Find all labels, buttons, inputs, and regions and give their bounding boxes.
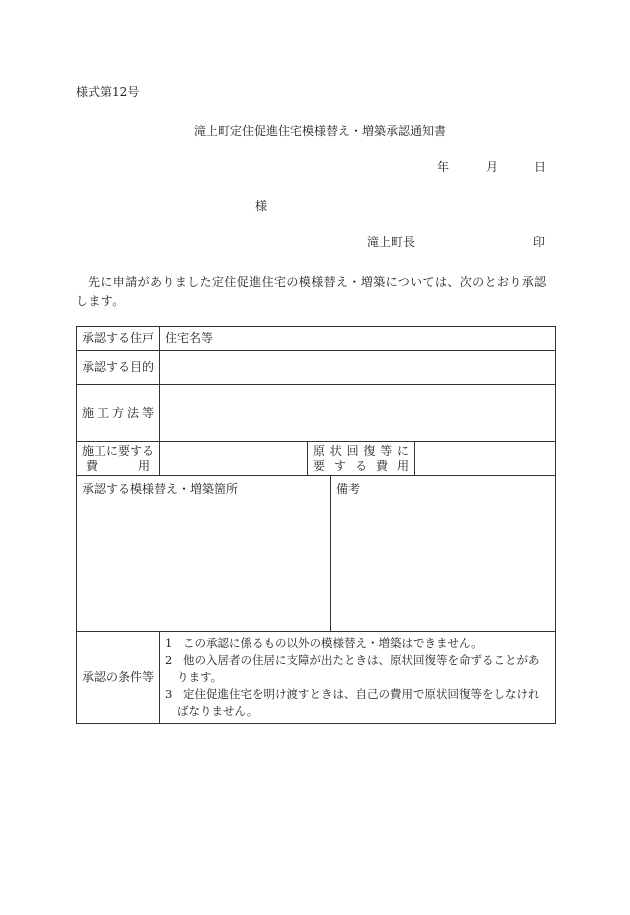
addressee-suffix: 様 [255,199,268,213]
restore-value [415,442,556,476]
purpose-value [160,351,556,385]
row-method [77,385,556,442]
condition-number: 1 [165,636,173,650]
date-day-label: 日 [534,160,547,174]
purpose-label: 承認する目的 [77,351,160,385]
cost-value [160,442,308,476]
address-value: 住宅名等 [160,327,556,351]
date-year-label: 年 [437,160,450,174]
row-locations [77,476,556,632]
condition-item [165,686,550,720]
restore-label-line1: 原状回復等に [313,443,409,458]
body-paragraph-text: 先に申請がありました定住促進住宅の模様替え・増築については、次のとおり承認します。 [76,275,547,308]
cost-label-line2: 費用 [86,458,150,473]
condition-number: 3 [165,687,173,701]
condition-number: 2 [165,653,173,667]
cost-label-cell [77,442,160,476]
form-number: 様式第12号 [76,85,140,99]
restore-label-line2: 要する費用 [313,458,409,473]
method-label: 施工方法等 [82,405,154,420]
row-purpose [77,351,556,385]
approval-table [76,326,556,724]
remarks-cell [331,476,556,632]
condition-item [165,652,550,686]
locations-cell [77,476,331,632]
row-conditions [77,632,556,724]
conditions-list [165,635,550,720]
conditions-value [160,632,556,724]
issuer-row [0,235,630,249]
condition-item [165,635,550,652]
condition-text: 他の入居者の住居に支障が出たときは、原状回復等を命ずることがあります。 [177,653,540,684]
row-address [77,327,556,351]
condition-text: 定住促進住宅を明け渡すときは、自己の費用で原状回復等をしなければなりません。 [177,687,540,718]
cost-label-line1: 施工に要する [82,443,155,458]
row-costs [77,442,556,476]
condition-text: この承認に係るもの以外の模様替え・増築はできません。 [183,636,483,650]
conditions-label: 承認の条件等 [77,632,160,724]
date-row [0,160,630,174]
address-label: 承認する住戸 [77,327,160,351]
document-title: 滝上町定住促進住宅模様替え・増築承認通知書 [194,124,447,138]
remarks-label: 備考 [336,482,361,496]
seal-mark: 印 [533,235,546,249]
date-month-label: 月 [486,160,499,174]
issuer-title: 滝上町長 [367,235,416,249]
restore-label-cell [308,442,415,476]
method-label-cell [77,385,160,442]
locations-label: 承認する模様替え・増築箇所 [82,482,239,496]
method-value [160,385,556,442]
body-paragraph [76,273,556,311]
